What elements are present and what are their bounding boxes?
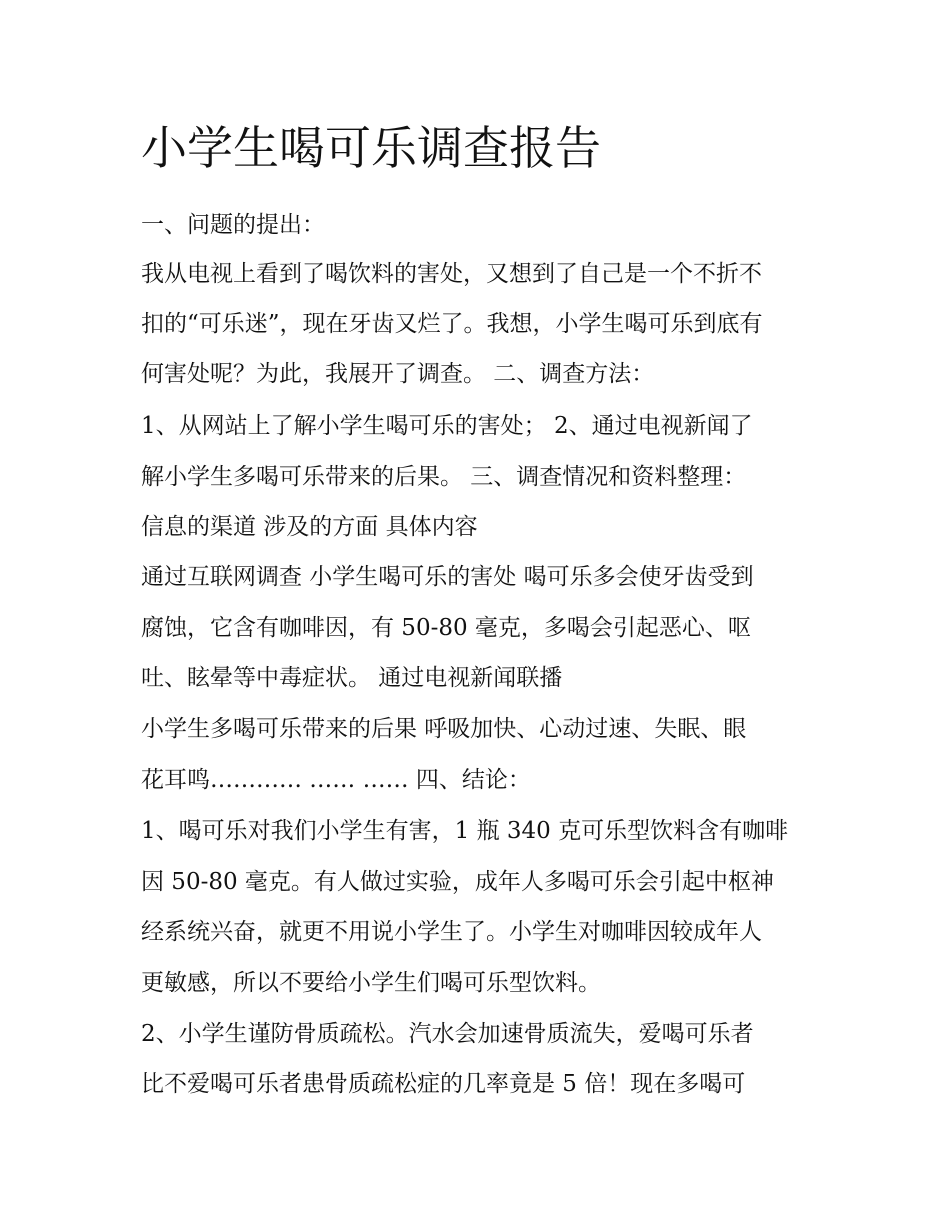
text-line: 比不爱喝可乐者患骨质疏松症的几率竟是 5 倍！现在多喝可 bbox=[141, 1071, 746, 1097]
text-line: 何害处呢？为此，我展开了调查。 二、调查方法： bbox=[141, 361, 655, 387]
text-line: 经系统兴奋，就更不用说小学生了。小学生对咖啡因较成年人 bbox=[141, 919, 762, 945]
text-line: 扣的“可乐迷”，现在牙齿又烂了。我想，小学生喝可乐到底有 bbox=[141, 311, 763, 337]
text-line: 1、从网站上了解小学生喝可乐的害处； 2、通过电视新闻了 bbox=[141, 413, 753, 439]
text-line: 1、喝可乐对我们小学生有害，1 瓶 340 克可乐型饮料含有咖啡 bbox=[141, 818, 789, 844]
text-line: 我从电视上看到了喝饮料的害处，又想到了自己是一个不折不 bbox=[141, 261, 762, 287]
text-line: 腐蚀，它含有咖啡因，有 50-80 毫克，多喝会引起恶心、呕 bbox=[141, 615, 751, 641]
text-line: 通过互联网调查 小学生喝可乐的害处 喝可乐多会使牙齿受到 bbox=[141, 564, 754, 590]
text-line: 解小学生多喝可乐带来的后果。 三、调查情况和资料整理： bbox=[141, 464, 747, 490]
text-line: 小学生多喝可乐带来的后果 呼吸加快、心动过速、失眠、眼 bbox=[141, 716, 747, 742]
text-line: 吐、眩晕等中毒症状。 通过电视新闻联播 bbox=[141, 665, 563, 691]
document-title: 小学生喝可乐调查报告 bbox=[141, 121, 601, 175]
text-line: 花耳鸣………… …… …… 四、结论： bbox=[141, 767, 531, 793]
text-line: 一、问题的提出： bbox=[141, 212, 325, 238]
text-line: 更敏感，所以不要给小学生们喝可乐型饮料。 bbox=[141, 970, 601, 996]
text-line: 因 50-80 毫克。有人做过实验，成年人多喝可乐会引起中枢神 bbox=[141, 869, 774, 895]
text-line: 信息的渠道 涉及的方面 具体内容 bbox=[141, 514, 478, 540]
text-line: 2、小学生谨防骨质疏松。汽水会加速骨质流失，爱喝可乐者 bbox=[141, 1021, 754, 1047]
